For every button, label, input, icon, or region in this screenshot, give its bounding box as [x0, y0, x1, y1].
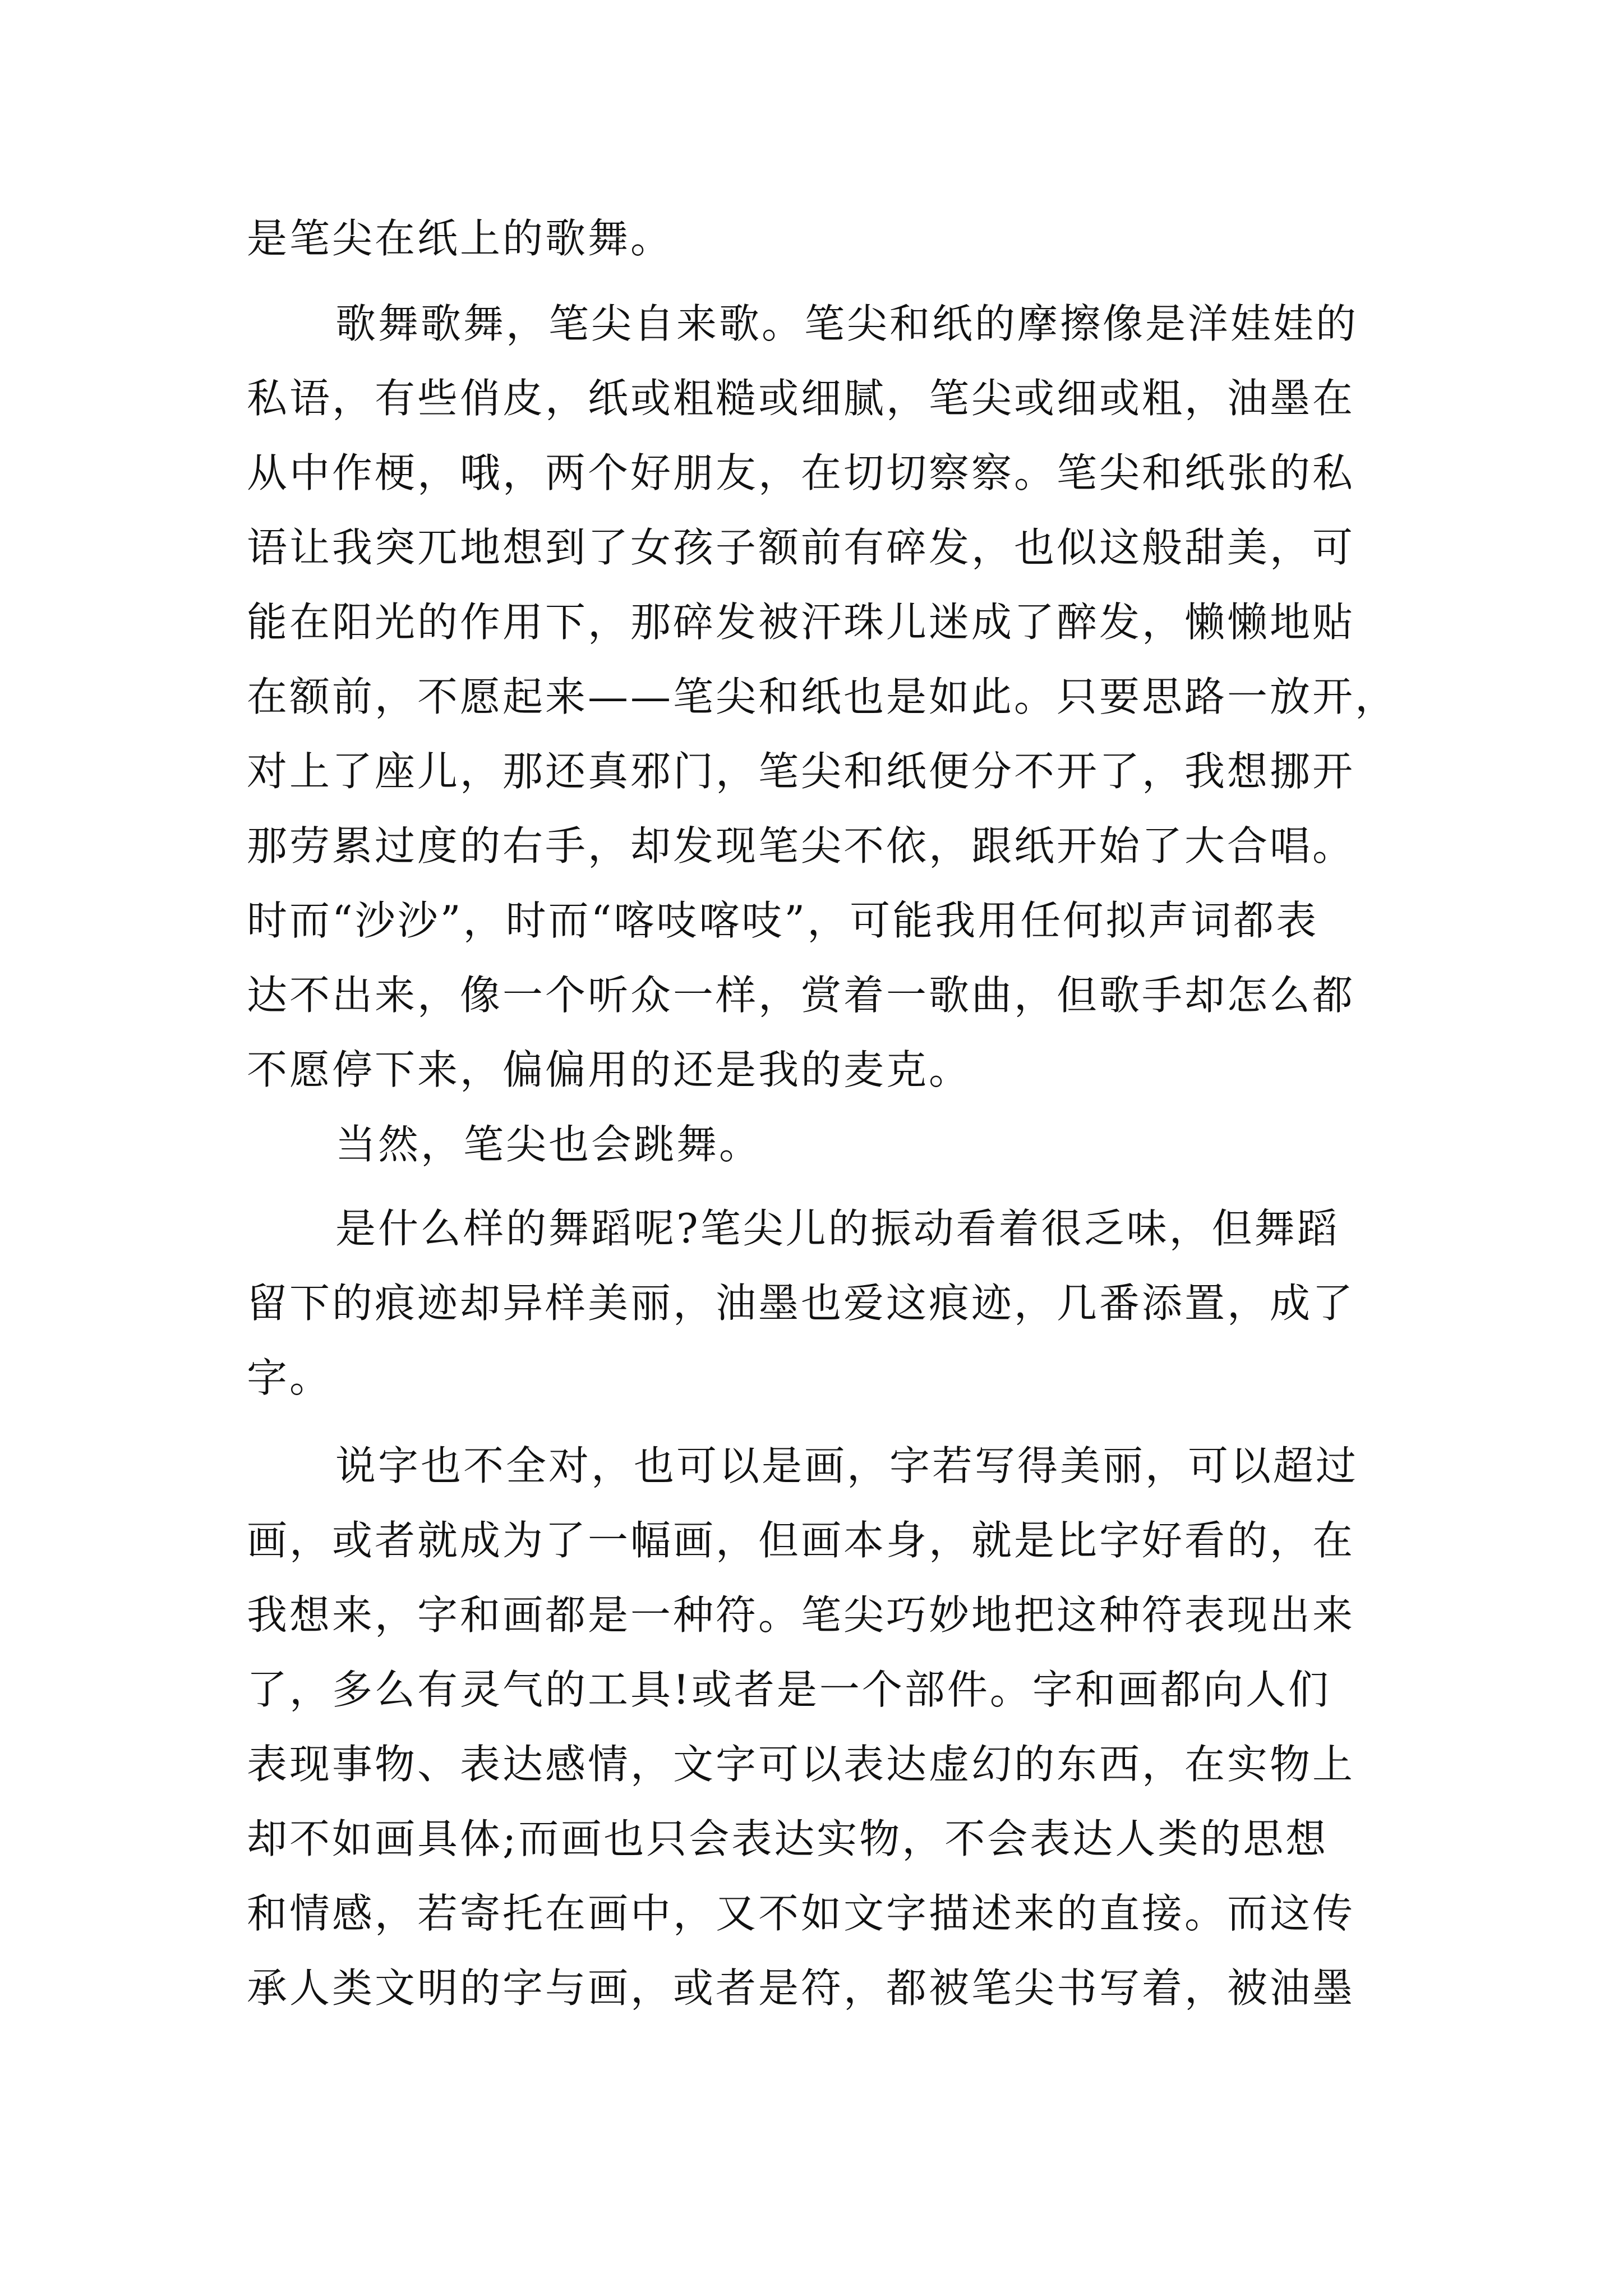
text-line: 却不如画具体;而画也只会表达实物，不会表达人类的思想	[247, 1815, 1329, 1862]
text-line: 从中作梗，哦，两个好朋友，在切切察察。笔尖和纸张的私	[247, 449, 1355, 496]
text-line: 画，或者就成为了一幅画，但画本身，就是比字好看的，在	[247, 1517, 1355, 1564]
text-line: 在额前，不愿起来——笔尖和纸也是如此。只要思路一放开，	[247, 673, 1398, 720]
paragraph-first-line: 说字也不全对，也可以是画，字若写得美丽，可以超过	[335, 1442, 1359, 1489]
text-line: 承人类文明的字与画，或者是符，都被笔尖书写着，被油墨	[247, 1964, 1355, 2012]
text-line: 了，多么有灵气的工具!或者是一个部件。字和画都向人们	[247, 1666, 1331, 1713]
text-line: 留下的痕迹却异样美丽，油墨也爱这痕迹，几番添置，成了	[247, 1280, 1355, 1327]
text-line: 那劳累过度的右手，却发现笔尖不依，跟纸开始了大合唱。	[247, 822, 1355, 869]
text-line: 我想来，字和画都是一种符。笔尖巧妙地把这种符表现出来	[247, 1591, 1355, 1639]
text-line: 达不出来，像一个听众一样，赏着一歌曲，但歌手却怎么都	[247, 972, 1355, 1019]
text-line: 和情感，若寄托在画中，又不如文字描述来的直接。而这传	[247, 1890, 1355, 1937]
text-line: 对上了座儿，那还真邪门，笔尖和纸便分不开了，我想挪开	[247, 748, 1355, 795]
paragraph-first-line: 歌舞歌舞，笔尖自来歌。笔尖和纸的摩擦像是洋娃娃的	[335, 300, 1359, 347]
text-line: 不愿停下来，偏偏用的还是我的麦克。	[247, 1046, 972, 1093]
text-line: 字。	[247, 1354, 333, 1401]
paragraph-first-line: 是什么样的舞蹈呢?笔尖儿的振动看着很乏味，但舞蹈	[335, 1205, 1340, 1252]
text-line: 是笔尖在纸上的歌舞。	[247, 215, 674, 262]
paragraph-first-line: 当然，笔尖也会跳舞。	[335, 1121, 762, 1168]
text-line: 表现事物、表达感情，文字可以表达虚幻的东西，在实物上	[247, 1741, 1355, 1788]
text-line: 语让我突兀地想到了女孩子额前有碎发，也似这般甜美，可	[247, 524, 1355, 571]
text-line: 私语，有些俏皮，纸或粗糙或细腻，笔尖或细或粗，油墨在	[247, 375, 1355, 422]
text-line: 时而“沙沙”，时而“喀吱喀吱”，可能我用任何拟声词都表	[247, 897, 1319, 944]
text-line: 能在阳光的作用下，那碎发被汗珠儿迷成了醉发，懒懒地贴	[247, 599, 1355, 646]
